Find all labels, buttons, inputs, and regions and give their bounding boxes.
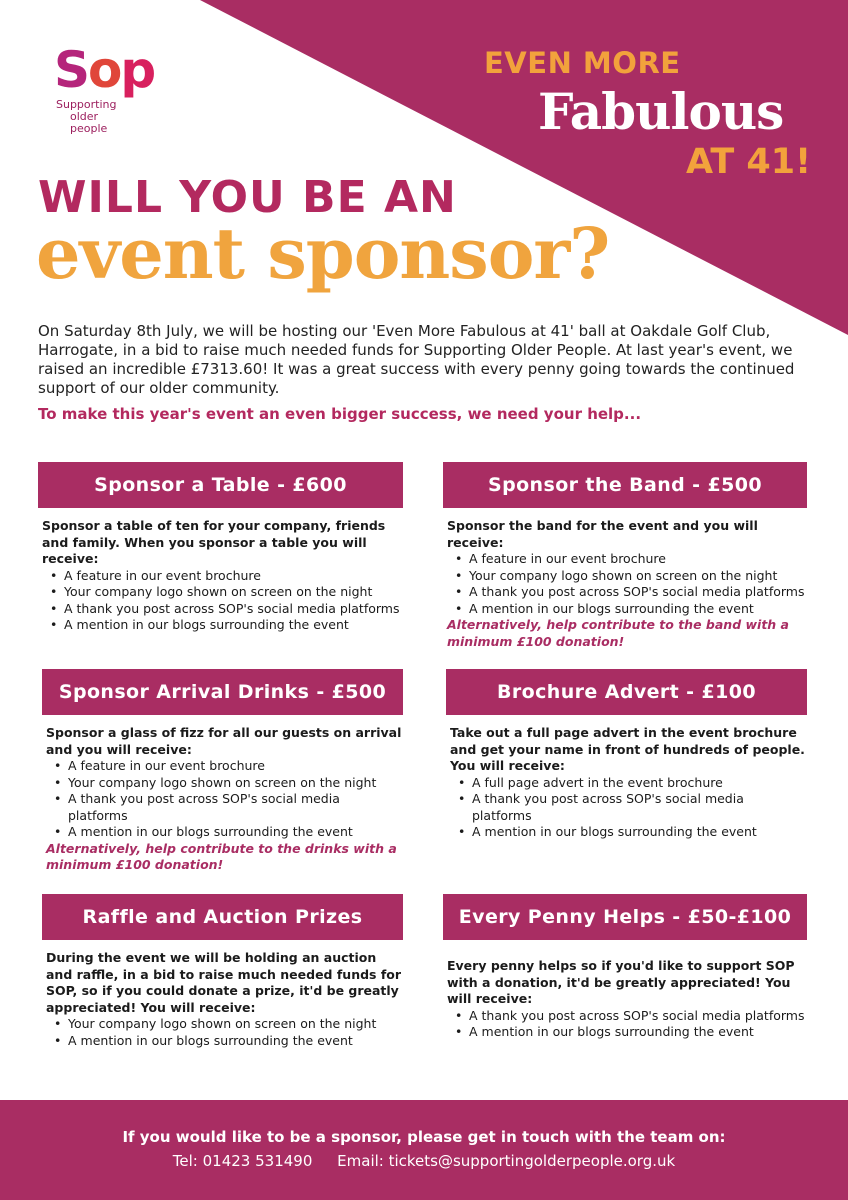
benefit-item: • A feature in our event brochure [453,551,807,568]
phone-number[interactable]: Tel: 01423 531490 [172,1152,313,1170]
event-badge-line2: Fabulous [538,82,784,141]
contact-footer [0,1100,848,1200]
benefit-item: • A mention in our blogs surrounding the event [48,617,403,634]
benefit-item: • Your company logo shown on screen on the night [52,775,403,792]
card-title: Sponsor a Table - £600 [38,462,403,508]
logo-tagline-line: older [70,110,99,123]
card-brochure-advert [446,669,807,841]
benefit-item: • A mention in our blogs surrounding the event [456,824,807,841]
benefit-item: • A thank you post across SOP's social media platforms [456,791,807,824]
benefit-list [42,1016,403,1049]
card-note: Alternatively, help contribute to the drinks with a minimum £100 donation! [46,840,397,872]
card-title: Sponsor Arrival Drinks - £500 [42,669,403,715]
benefit-item: • A mention in our blogs surrounding the event [453,1024,807,1041]
benefit-item: • A mention in our blogs surrounding the event [52,1033,403,1050]
event-badge-line1: EVEN MORE [484,46,681,80]
card-intro: Every penny helps so if you'd like to support SOP with a donation, it'd be greatly appreciated! You will receive: [447,958,795,1006]
benefit-item: • Your company logo shown on screen on the night [453,568,807,585]
card-intro: During the event we will be holding an auction and raffle, in a bid to raise much needed funds for SOP, so if you could donate a prize, it'd be greatly appreciated! You will receive: [46,950,402,1015]
footer-prompt: If you would like to be a sponsor, please get in touch with the team on: [122,1128,726,1146]
event-badge-line3: AT 41! [686,142,812,182]
card-every-penny [443,894,807,1041]
card-sponsor-drinks [42,669,403,874]
card-sponsor-table [38,462,403,634]
logo-mark: Sop [54,41,155,99]
benefit-list [443,1008,807,1041]
benefit-item: • A feature in our event brochure [52,758,403,775]
benefit-item: • A thank you post across SOP's social media platforms [453,1008,807,1025]
card-title: Every Penny Helps - £50-£100 [443,894,807,940]
benefit-item: • A full page advert in the event brochure [456,775,807,792]
email-address[interactable]: Email: tickets@supportingolderpeople.org.uk [337,1152,676,1170]
card-intro: Sponsor the band for the event and you will receive: [447,518,758,550]
benefit-item: • A thank you post across SOP's social media platforms [48,601,403,618]
card-intro: Sponsor a glass of fizz for all our guests on arrival and you will receive: [46,725,402,757]
logo-tagline-line: Supporting [56,98,117,111]
benefit-item: • A thank you post across SOP's social media platforms [52,791,403,824]
card-title: Brochure Advert - £100 [446,669,807,715]
logo-tagline-line: people [70,122,108,135]
card-title: Sponsor the Band - £500 [443,462,807,508]
headline-line1: WILL YOU BE AN [38,172,457,223]
footer-contact [0,1152,848,1170]
benefit-list [446,775,807,841]
card-note: Alternatively, help contribute to the band with a minimum £100 donation! [447,617,789,649]
sop-logo [54,41,164,140]
benefit-item: • A thank you post across SOP's social media platforms [453,584,807,601]
headline-line2: event sponsor? [36,212,610,295]
card-title: Raffle and Auction Prizes [42,894,403,940]
benefit-item: • A mention in our blogs surrounding the event [52,824,403,841]
card-raffle-auction [42,894,403,1049]
benefit-list [443,551,807,617]
benefit-list [38,568,403,634]
card-intro: Sponsor a table of ten for your company, friends and family. When you sponsor a table you will receive: [42,518,386,566]
benefit-item: • Your company logo shown on screen on the night [48,584,403,601]
benefit-item: • A mention in our blogs surrounding the event [453,601,807,618]
benefit-item: • Your company logo shown on screen on the night [52,1016,403,1033]
intro-cta: To make this year's event an even bigger success, we need your help... [38,405,642,423]
card-sponsor-band [443,462,807,650]
benefit-item: • A feature in our event brochure [48,568,403,585]
logo-tagline [56,99,117,135]
intro-paragraph: On Saturday 8th July, we will be hosting our 'Even More Fabulous at 41' ball at Oakdale Golf Club, Harrogate, in a bid to raise much needed funds for Supporting Older People. At last year's event, we raised an incredible £7313.60! It was a great success with every penny going towards the continued support of our older community. [38,322,795,397]
card-intro: Take out a full page advert in the event brochure and get your name in front of hundreds of people. You will receive: [450,725,805,773]
benefit-list [42,758,403,841]
